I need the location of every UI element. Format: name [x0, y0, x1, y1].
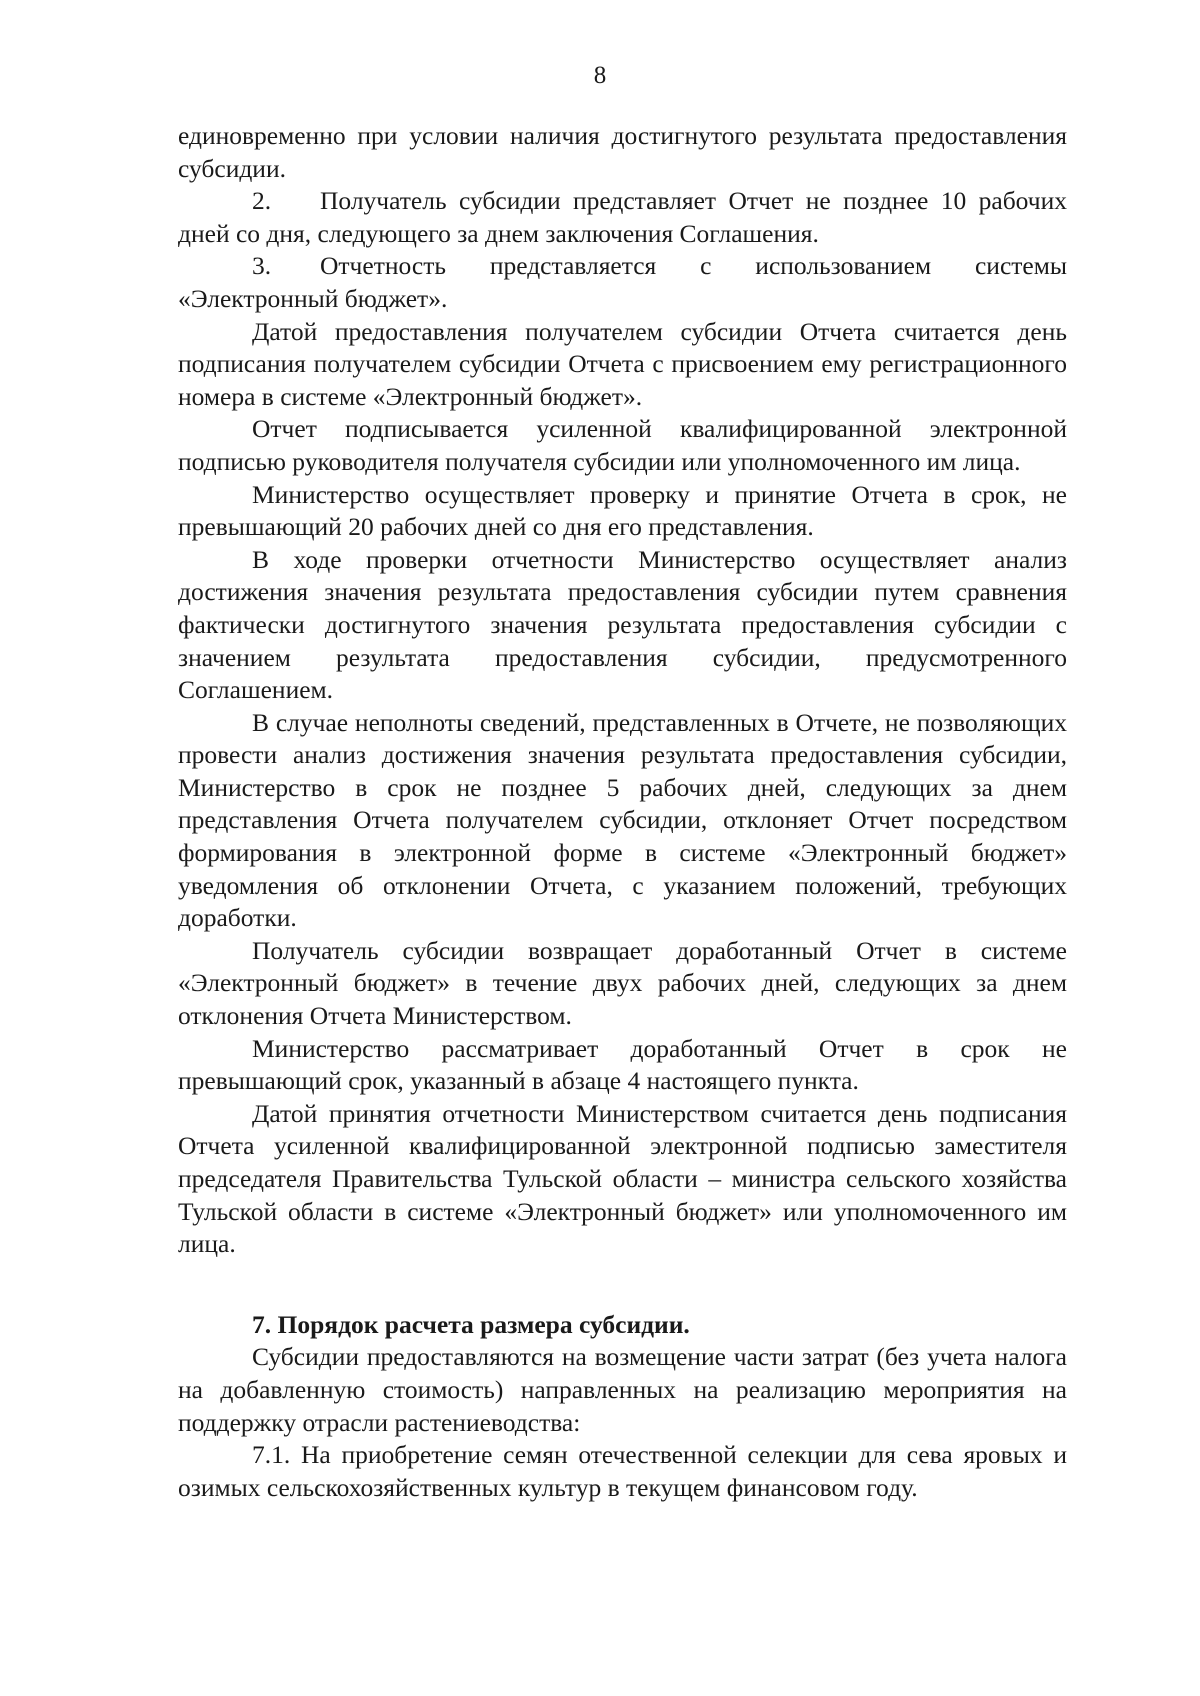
paragraph: Министерство осуществляет проверку и принятие Отчета в срок, не превышающий 20 рабочих дней со дня его представления.	[178, 479, 1067, 542]
paragraph-item-2: 2. Получатель субсидии представляет Отчет не позднее 10 рабочих дней со дня, следующего за днем заключения Соглашения.	[178, 186, 1067, 248]
paragraph: Датой предоставления получателем субсидии Отчета считается день подписания получателем субсидии Отчета с присвоением ему регистрационного номера в системе «Электронный бюджет».	[178, 316, 1067, 411]
paragraph: В ходе проверки отчетности Министерство осуществляет анализ достижения значения результата предоставления субсидии путем сравнения фактически достигнутого значения результата предоставления субсидии с значением результата предоставления субсидии, предусмотренного Соглашением.	[178, 544, 1067, 705]
document-body	[178, 120, 1067, 1504]
paragraph: Министерство рассматривает доработанный Отчет в срок не превышающий срок, указанный в абзаце 4 настоящего пункта.	[178, 1033, 1067, 1096]
paragraph: В случае неполноты сведений, представленных в Отчете, не позволяющих провести анализ достижения значения результата предоставления субсидии, Министерство в срок не позднее 5 рабочих дней, следующих за днем представления Отчета получателем субсидии, отклоняет Отчет посредством формирования в электронной форме в системе «Электронный бюджет» уведомления об отклонении Отчета, с указанием положений, требующих доработки.	[178, 707, 1067, 933]
item-number: 2.	[252, 186, 272, 216]
item-number: 3.	[252, 251, 272, 281]
page-number: 8	[593, 62, 607, 89]
paragraph: Датой принятия отчетности Министерством считается день подписания Отчета усиленной квалифицированной электронной подписью заместителя председателя Правительства Тульской области – министра сельского хозяйства Тульской области в системе «Электронный бюджет» или уполномоченного им лица.	[178, 1098, 1067, 1259]
paragraph: Отчет подписывается усиленной квалифицированной электронной подписью руководителя получателя субсидии или уполномоченного им лица.	[178, 414, 1067, 476]
paragraph-continuation: единовременно при условии наличия достигнутого результата предоставления субсидии.	[178, 121, 1067, 183]
paragraph: Субсидии предоставляются на возмещение части затрат (без учета налога на добавленную стоимость) направленных на реализацию мероприятия на поддержку отрасли растениеводства:	[178, 1342, 1067, 1437]
section-heading: 7. Порядок расчета размера субсидии.	[252, 1309, 690, 1339]
paragraph-item-3: 3. Отчетность представляется с использованием системы «Электронный бюджет».	[178, 251, 1067, 313]
paragraph-subitem-7-1: 7.1. На приобретение семян отечественной селекции для сева яровых и озимых сельскохозяйственных культур в текущем финансовом году.	[178, 1440, 1067, 1502]
paragraph: Получатель субсидии возвращает доработанный Отчет в системе «Электронный бюджет» в течение двух рабочих дней, следующих за днем отклонения Отчета Министерством.	[178, 935, 1067, 1031]
